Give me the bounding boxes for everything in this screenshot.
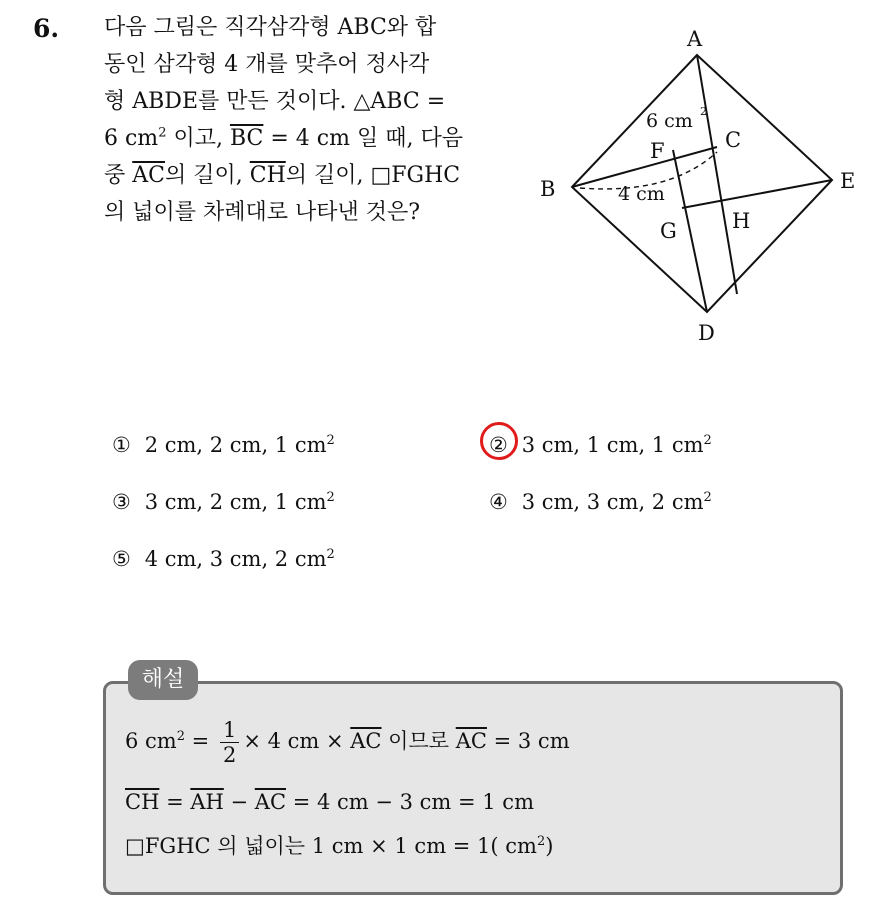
stem-line-2: 동인 삼각형 4 개를 맞추어 정사각	[104, 52, 430, 77]
choice-5[interactable]: ⑤ 4 cm, 3 cm, 2 $cm^2$	[112, 547, 335, 571]
solution-line-1: 6 $cm^2$ = $\frac{1}{2}$ × 4 cm × $\overline{AC}$ 이므로 $\overline{AC} = 3$ cm	[125, 718, 570, 767]
choice-4[interactable]: ④ 3 cm, 3 cm, 2 $cm^2$	[489, 490, 712, 514]
question-number: 6.	[33, 14, 60, 43]
selected-answer-circle	[480, 422, 518, 460]
stem-line-6: 의 넓이를 차례대로 나타낸 것은?	[104, 200, 421, 225]
label-c: C	[725, 128, 742, 152]
segment-a-h-d	[697, 55, 737, 294]
label-a: A	[687, 27, 703, 51]
stem-line-4: 6 $cm^2$ 이고, $\overline{BC} = 4$ cm 일 때, 다음	[104, 125, 463, 151]
question-stem	[104, 9, 504, 231]
choice-2[interactable]: ② 3 cm, 1 cm, 1 $cm^2$	[489, 433, 712, 457]
label-b: B	[540, 177, 556, 201]
solution-line-2: $\overline{CH} = \overline{AH} - \overline{AC} = 4$ cm − 3 cm = 1 cm	[125, 790, 534, 814]
segment-b-c	[572, 147, 717, 187]
square-figure	[520, 20, 870, 360]
segment-bc: $\overline{BC}$	[229, 126, 264, 151]
stem-line-5: 중 $\overline{AC}$의 길이, $\overline{CH}$의 길이, □FGHC	[104, 163, 461, 188]
stem-line-3: 형 ABDE를 만든 것이다. △ABC =	[104, 89, 446, 114]
fraction-one-half: $\frac{1}{2}$	[220, 718, 239, 767]
label-d: D	[698, 321, 715, 345]
solution-box	[103, 681, 843, 895]
solution-line-3: □FGHC 의 넓이는 1 cm × 1 cm = 1( $cm^2$)	[125, 834, 554, 858]
segment-ch: $\overline{CH}$	[249, 163, 286, 188]
label-h: H	[732, 209, 751, 233]
label-g: G	[660, 219, 677, 243]
stem-line-1: 다음 그림은 직각삼각형 ABC와 합	[104, 15, 437, 40]
area-label: 6 cm	[646, 110, 693, 132]
area-label-exponent: 2	[700, 105, 707, 118]
choice-3[interactable]: ③ 3 cm, 2 cm, 1 $cm^2$	[112, 490, 335, 514]
length-label: 4 cm	[618, 183, 665, 205]
choice-1[interactable]: ① 2 cm, 2 cm, 1 $cm^2$	[112, 433, 335, 457]
segment-f-d	[673, 150, 707, 312]
solution-label: 해설	[128, 660, 198, 700]
label-f: F	[650, 139, 665, 163]
label-e: E	[840, 169, 856, 193]
segment-ac: $\overline{AC}$	[132, 163, 165, 188]
square-abde	[572, 55, 832, 312]
